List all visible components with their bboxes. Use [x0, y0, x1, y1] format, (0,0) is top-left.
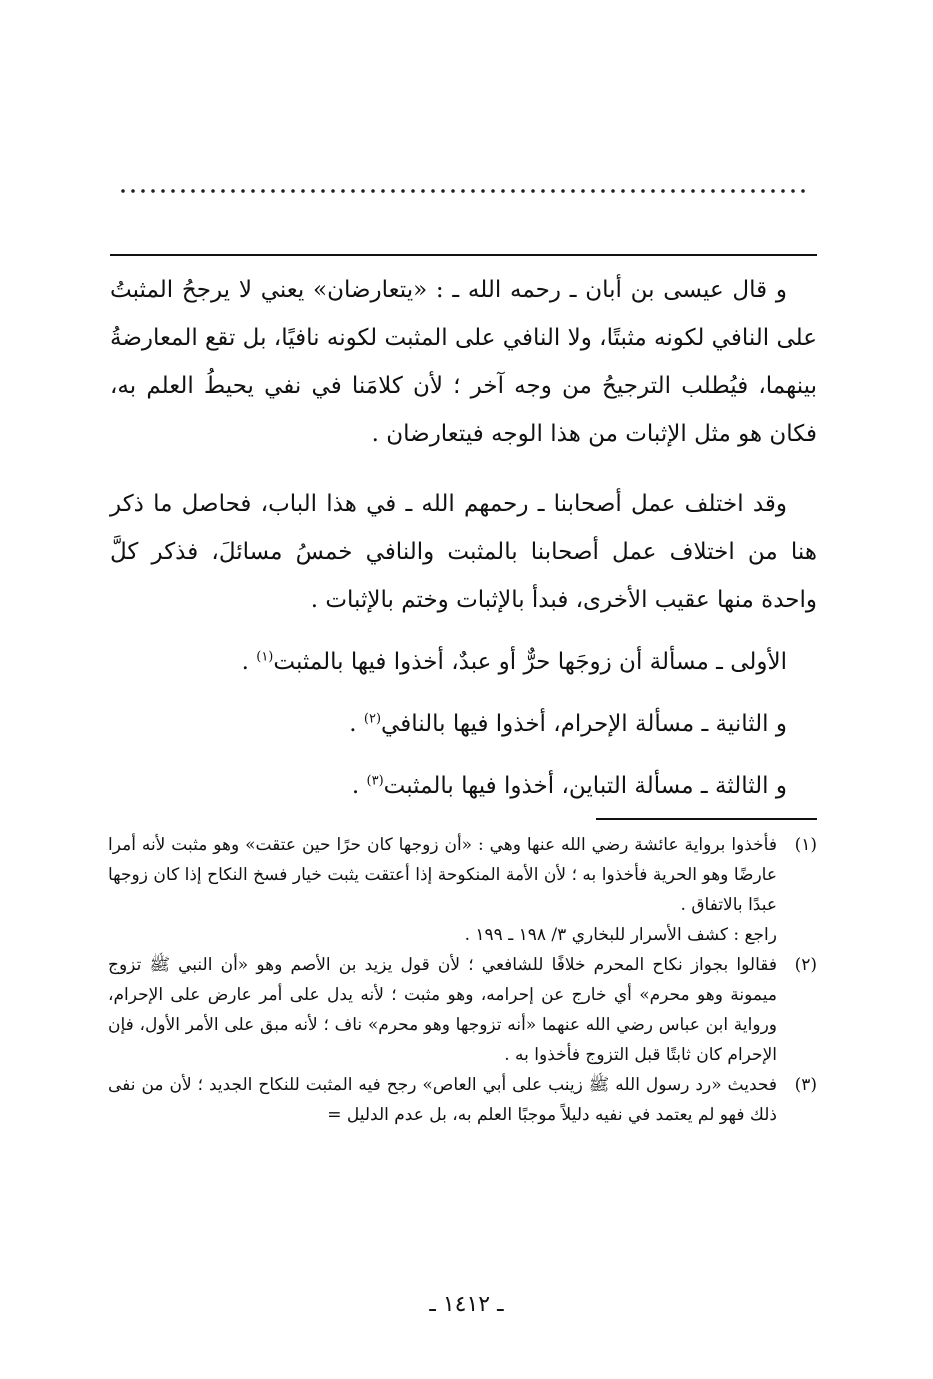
footnote-1	[108, 830, 817, 950]
list-item-2	[110, 700, 817, 748]
footnote-2-body	[108, 950, 777, 1070]
footnotes	[108, 830, 817, 1130]
header-rule	[110, 254, 817, 256]
footnote-rule	[596, 818, 817, 820]
list-item-1	[110, 638, 817, 686]
footnote-3-body	[108, 1070, 777, 1130]
footnote-3-number: (٣)	[794, 1075, 817, 1095]
list-item-3	[110, 762, 817, 810]
page-number: ـ ١٤١٢ ـ	[429, 1292, 504, 1317]
footnote-ref-2[interactable]: (٢)	[363, 711, 382, 727]
list-item-3-text: و الثالثة ـ مسألة التباين، أخذوا فيها بالمثبت	[383, 773, 787, 799]
footnote-1-body	[108, 830, 777, 950]
footnote-3-text: فحديث «رد رسول الله ﷺ زينب على أبي العاص» رجح فيه المثبت للنكاح الجديد ؛ لأن من نفى ذلك فهو لم يعتمد في نفيه دليلاً موجبًا العلم به، بل عدم الدليل =	[108, 1075, 777, 1125]
footnote-ref-3[interactable]: (٣)	[366, 773, 384, 789]
footnote-2-text: فقالوا بجواز نكاح المحرم خلافًا للشافعي ؛ لأن قول يزيد بن الأصم وهو «أن النبي ﷺ تزوج ميمونة وهو محرم» أي خارج عن إحرامه، وهو مثبت ؛ لأنه يدل على أمر عارض على الإحرام، ورواية ابن عباس رضي الله عنهما «أنه تزوجها وهو محرم» ناف ؛ لأنه مبق على الأمر الأول، فإن الإحرام كان ثابتًا قبل التزوج فأخذوا به .	[108, 955, 777, 1065]
paragraph-2: وقد اختلف عمل أصحابنا ـ رحمهم الله ـ في هذا الباب، فحاصل ما ذكر هنا من اختلاف عمل أصحابنا بالمثبت والنافي خمسُ مسائلَ، فذكر كلَّ واحدة منها عقيب الأخرى، فبدأ بالإثبات وختم بالإثبات .	[110, 491, 817, 613]
footnote-2-number: (٢)	[794, 955, 817, 975]
list-item-1-text: الأولى ـ مسألة أن زوجَها حرٌّ أو عبدٌ، أخذوا فيها بالمثبت	[273, 649, 787, 675]
footnote-2	[108, 950, 817, 1070]
list-item-2-end: .	[349, 711, 364, 737]
footnote-ref-1[interactable]: (١)	[256, 649, 274, 665]
footnote-1-reference: راجع : كشف الأسرار للبخاري ٣/ ١٩٨ ـ ١٩٩ .	[464, 925, 777, 945]
dotted-separator	[118, 186, 810, 196]
footnote-3	[108, 1070, 817, 1130]
list-item-2-text: و الثانية ـ مسألة الإحرام، أخذوا فيها بالنافي	[381, 711, 787, 737]
paragraph-1: و قال عيسى بن أبان ـ رحمه الله ـ : «يتعارضان» يعني لا يرجحُ المثبتُ على النافي لكونه مثبتًا، ولا النافي على المثبت لكونه نافيًا، بل تقع المعارضةُ بينهما، فيُطلب الترجيحُ من وجه آخر ؛ لأن كلامَنا في نفي يحيطُ العلم به، فكان هو مثل الإثبات من هذا الوجه فيتعارضان .	[109, 277, 817, 447]
list-item-3-end: .	[351, 773, 367, 799]
main-text	[110, 266, 817, 810]
list-item-1-end: .	[241, 649, 257, 675]
footnote-1-number: (١)	[794, 835, 817, 855]
footnote-1-text: فأخذوا برواية عائشة رضي الله عنها وهي : «أن زوجها كان حرًا حين عتقت» وهو مثبت لأنه أمرا عارضًا وهو الحرية فأخذوا به ؛ لأن الأمة المنكوحة إذا أعتقت يثبت خيار فسخ النكاح إذا كان زوجها عبدًا بالاتفاق .	[108, 835, 777, 915]
